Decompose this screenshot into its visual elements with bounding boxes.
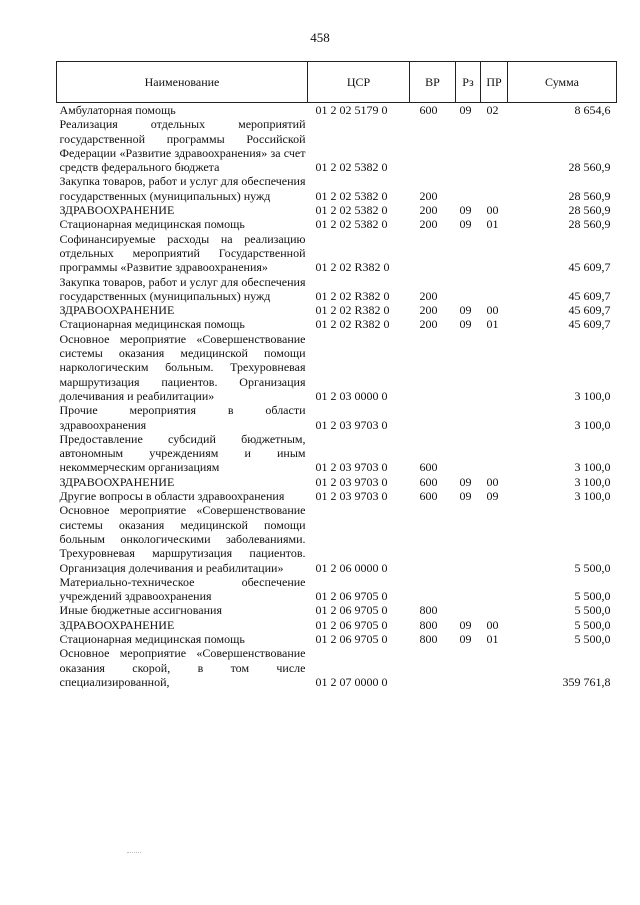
row-csr: 01 2 02 5382 0	[315, 203, 388, 218]
row-pr	[481, 403, 508, 432]
row-name: Материально-техническое обеспечение учреждений здравоохранения	[59, 574, 306, 604]
table-row	[57, 632, 617, 646]
row-sum: 5 500,0	[574, 617, 611, 632]
row-name: Другие вопросы в области здравоохранения	[59, 489, 285, 504]
row-vr	[410, 232, 456, 275]
row-vr: 800	[419, 617, 438, 632]
row-rz: 09	[459, 489, 472, 504]
row-csr: 01 2 02 5382 0	[315, 160, 388, 175]
row-vr: 800	[419, 603, 438, 618]
table-body	[57, 103, 617, 690]
row-name: ЗДРАВООХРАНЕНИЕ	[59, 474, 175, 489]
row-vr: 200	[419, 303, 438, 318]
row-sum: 28 560,9	[568, 188, 611, 203]
row-csr: 01 2 03 9703 0	[315, 474, 388, 489]
row-csr: 01 2 02 R382 0	[315, 317, 390, 332]
row-pr: 01	[486, 317, 499, 332]
header-name: Наименование	[57, 62, 308, 103]
row-csr: 01 2 03 0000 0	[315, 388, 388, 403]
row-pr	[481, 332, 508, 403]
row-csr: 01 2 03 9703 0	[315, 489, 388, 504]
row-rz: 09	[459, 631, 472, 646]
row-csr: 01 2 02 5382 0	[315, 217, 388, 232]
row-vr: 200	[419, 288, 438, 303]
row-rz: 09	[459, 317, 472, 332]
row-pr	[481, 275, 508, 304]
row-sum: 5 500,0	[574, 603, 611, 618]
row-csr: 01 2 06 9705 0	[315, 603, 388, 618]
row-name: Стационарная медицинская помощь	[59, 317, 245, 332]
row-sum: 45 609,7	[568, 288, 611, 303]
row-pr	[481, 232, 508, 275]
row-csr: 01 2 02 R382 0	[315, 288, 390, 303]
row-name: Предоставление субсидий бюджетным, автономным учреждениям и иным некоммерческим организациям	[59, 431, 306, 475]
row-sum: 3 100,0	[574, 474, 611, 489]
row-sum: 5 500,0	[574, 560, 611, 575]
table-row	[57, 403, 617, 432]
row-pr: 00	[486, 474, 499, 489]
row-pr: 02	[486, 103, 499, 117]
row-vr: 600	[419, 103, 438, 117]
header-pr: ПР	[481, 62, 508, 103]
row-rz	[456, 503, 481, 574]
row-vr	[410, 117, 456, 174]
row-rz	[456, 174, 481, 203]
row-rz	[456, 275, 481, 304]
row-rz: 09	[459, 103, 472, 117]
row-vr: 600	[419, 489, 438, 504]
row-name: Основное мероприятие «Совершенствование оказания скорой, в том числе специализированной,	[59, 646, 306, 689]
row-vr: 200	[419, 317, 438, 332]
budget-table	[56, 61, 617, 689]
row-pr	[481, 174, 508, 203]
row-sum: 28 560,9	[568, 160, 611, 175]
row-rz: 09	[459, 203, 472, 218]
page-number: 458	[310, 30, 330, 45]
row-vr: 800	[419, 631, 438, 646]
row-vr	[410, 332, 456, 403]
row-pr	[481, 646, 508, 689]
row-sum: 5 500,0	[574, 631, 611, 646]
row-name: Прочие мероприятия в области здравоохранения	[59, 403, 306, 432]
row-pr	[481, 117, 508, 174]
row-pr	[481, 575, 508, 604]
row-rz: 09	[459, 217, 472, 232]
row-rz	[456, 646, 481, 689]
table-row	[57, 232, 617, 275]
row-pr: 09	[486, 489, 499, 504]
row-name: Иные бюджетные ассигнования	[59, 603, 222, 618]
row-vr	[410, 403, 456, 432]
row-sum: 28 560,9	[568, 203, 611, 218]
row-pr	[481, 503, 508, 574]
header-vr: ВР	[410, 62, 456, 103]
row-csr: 01 2 06 9705 0	[315, 617, 388, 632]
row-pr: 00	[486, 303, 499, 318]
row-csr: 01 2 03 9703 0	[315, 460, 388, 475]
row-pr: 00	[486, 203, 499, 218]
row-name: Стационарная медицинская помощь	[59, 217, 245, 232]
row-sum: 359 761,8	[562, 674, 611, 689]
row-rz	[456, 603, 481, 617]
row-vr: 200	[419, 217, 438, 232]
row-pr: 01	[486, 217, 499, 232]
row-name: ЗДРАВООХРАНЕНИЕ	[59, 203, 175, 218]
table-row	[57, 646, 617, 689]
row-sum: 8 654,6	[574, 103, 611, 117]
row-name: Амбулаторная помощь	[59, 103, 176, 117]
table-row	[57, 103, 617, 118]
row-sum: 45 609,7	[568, 303, 611, 318]
table-row	[57, 618, 617, 632]
row-name: Стационарная медицинская помощь	[59, 631, 245, 646]
row-vr	[410, 575, 456, 604]
row-csr: 01 2 06 9705 0	[315, 589, 388, 604]
table-row	[57, 575, 617, 604]
row-csr: 01 2 02 R382 0	[315, 260, 390, 275]
row-name: Закупка товаров, работ и услуг для обеспечения государственных (муниципальных) нужд	[59, 174, 306, 203]
row-name: Реализация отдельных мероприятий государственной программы Российской Федерации «Развитие здравоохранения» за счет средств федерального бюджета	[59, 117, 306, 175]
row-vr: 200	[419, 188, 438, 203]
row-name: Закупка товаров, работ и услуг для обеспечения государственных (муниципальных) нужд	[59, 274, 306, 303]
row-vr	[410, 646, 456, 689]
table-header	[57, 62, 617, 103]
scan-mark	[127, 852, 141, 854]
row-name: Основное мероприятие «Совершенствование системы оказания медицинской помощи наркологическим больным. Трехуровневая маршрутизация пациентов. Организация долечивания и реабилитации»	[59, 331, 306, 403]
row-csr: 01 2 06 9705 0	[315, 631, 388, 646]
row-rz	[456, 117, 481, 174]
row-pr: 00	[486, 617, 499, 632]
row-vr: 200	[419, 203, 438, 218]
row-pr	[481, 432, 508, 475]
row-rz: 09	[459, 474, 472, 489]
table-row	[57, 489, 617, 503]
row-rz	[456, 432, 481, 475]
row-name: Софинансируемые расходы на реализацию отдельных мероприятий Государственной программы «Развитие здравоохранения»	[59, 231, 306, 275]
table-row	[57, 275, 617, 304]
row-csr: 01 2 06 0000 0	[315, 560, 388, 575]
row-sum: 3 100,0	[574, 460, 611, 475]
row-rz: 09	[459, 303, 472, 318]
row-csr: 01 2 02 5179 0	[315, 103, 388, 117]
table-row	[57, 217, 617, 231]
row-sum: 45 609,7	[568, 260, 611, 275]
table-row	[57, 303, 617, 317]
row-csr: 01 2 02 R382 0	[315, 303, 390, 318]
row-pr: 01	[486, 631, 499, 646]
row-vr: 600	[419, 460, 438, 475]
row-sum: 28 560,9	[568, 217, 611, 232]
table-row	[57, 603, 617, 617]
row-pr	[481, 603, 508, 617]
row-rz	[456, 232, 481, 275]
header-csr: ЦСР	[308, 62, 410, 103]
table-row	[57, 117, 617, 174]
table-row	[57, 332, 617, 403]
row-rz	[456, 332, 481, 403]
row-csr: 01 2 02 5382 0	[315, 188, 388, 203]
table-row	[57, 503, 617, 574]
row-vr: 600	[419, 474, 438, 489]
row-csr: 01 2 03 9703 0	[315, 417, 388, 432]
table-row	[57, 317, 617, 331]
row-name: Основное мероприятие «Совершенствование системы оказания медицинской помощи больным онкологическими заболеваниями. Трехуровневая маршрутизация пациентов. Организация долечивания и реабилитации»	[59, 503, 306, 575]
row-sum: 45 609,7	[568, 317, 611, 332]
table-row	[57, 475, 617, 489]
row-name: ЗДРАВООХРАНЕНИЕ	[59, 617, 175, 632]
table-row	[57, 174, 617, 203]
row-sum: 3 100,0	[574, 388, 611, 403]
table-row	[57, 203, 617, 217]
row-rz: 09	[459, 617, 472, 632]
row-csr: 01 2 07 0000 0	[315, 674, 388, 689]
row-sum: 3 100,0	[574, 417, 611, 432]
row-name: ЗДРАВООХРАНЕНИЕ	[59, 303, 175, 318]
header-rz: Рз	[456, 62, 481, 103]
row-rz	[456, 403, 481, 432]
row-sum: 5 500,0	[574, 589, 611, 604]
row-vr	[410, 503, 456, 574]
header-sum: Сумма	[508, 62, 617, 103]
row-sum: 3 100,0	[574, 489, 611, 504]
table-row	[57, 432, 617, 475]
row-rz	[456, 575, 481, 604]
